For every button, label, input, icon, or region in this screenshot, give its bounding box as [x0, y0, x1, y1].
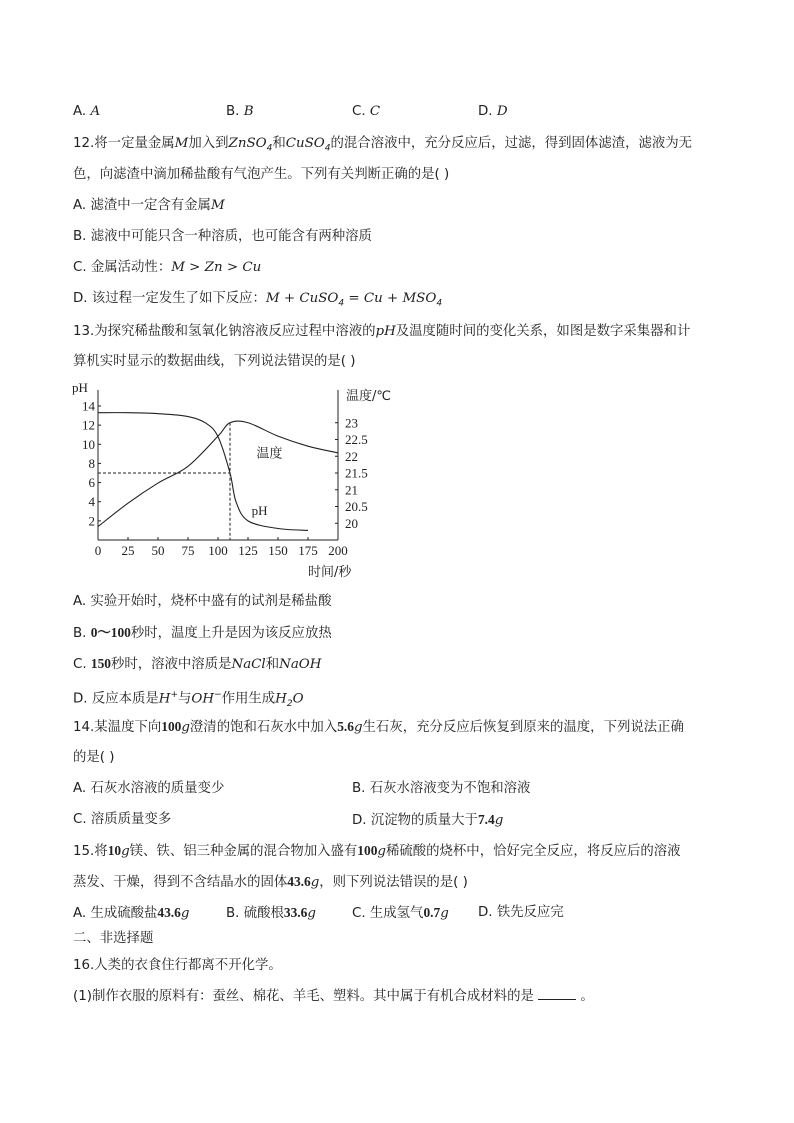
y-right-tick-label: 20.5: [345, 499, 368, 514]
y-right-tick-label: 21: [345, 482, 358, 498]
x-tick-label: 50: [151, 543, 165, 558]
q14-option-d: D. 沉淀物的质量大于7.4g: [352, 812, 504, 828]
q13-option-d: D. 反应本质是H+与OH−作用生成$H_2O$: [73, 690, 304, 710]
q13-option-a: A. 实验开始时，烧杯中盛有的试剂是稀盐酸: [73, 594, 332, 609]
y-left-tick-label: 2: [88, 513, 95, 529]
q11-option-a: A. A: [73, 104, 101, 119]
q15-option-a: A. 生成硫酸盐43.6g: [73, 905, 190, 921]
q14-stem-line2: 的是( ): [73, 750, 115, 765]
q15-option-b: B. 硫酸根33.6g: [226, 905, 316, 921]
y-left-tick-label: 12: [82, 417, 95, 433]
x-axis-label: 时间/秒: [308, 565, 352, 580]
chart-guides: [98, 423, 230, 540]
temperature-series-label: 温度: [256, 446, 283, 462]
ph-series-label: pH: [251, 503, 268, 519]
q12-stem-line2: 色，向滤渣中滴加稀盐酸有气泡产生。下列有关判断正确的是( ): [73, 167, 450, 182]
q14-option-b: B. 石灰水溶液变为不饱和溶液: [352, 781, 531, 796]
q12-option-b: B. 滤液中可能只含一种溶质，也可能含有两种溶质: [73, 229, 372, 244]
y-left-axis-label: pH: [72, 380, 88, 395]
q13-stem-line1: 13.为探究稀盐酸和氢氧化钠溶液反应过程中溶液的pH及温度随时间的变化关系，如图是数字采集器和计: [73, 324, 691, 339]
q11-option-b: B. B: [226, 104, 254, 119]
chart-series: [98, 413, 338, 531]
y-right-tick-label: 21.5: [345, 465, 368, 481]
q13-option-c: C. 150秒时，溶液中溶质是NaCl和NaOH: [73, 656, 322, 672]
q11-option-c: C. C: [352, 104, 381, 119]
q12-option-d: D. 该过程一定发生了如下反应：M + CuSO$_4$ = $Cu + MSO_4$: [73, 291, 443, 309]
y-left-tick-label: 6: [88, 475, 95, 491]
q15-stem-line1: 15.将10g镁、铁、铝三种金属的混合物加入盛有100g稀硫酸的烧杯中，恰好完全反应，将反应后的溶液: [73, 843, 681, 859]
q12-option-c: C. 金属活动性：M > Zn > Cu: [73, 260, 262, 275]
q11-option-d: D. D: [478, 104, 508, 119]
x-tick-label: 100: [208, 543, 228, 558]
x-tick-label: 200: [328, 543, 348, 558]
section-heading: 二、非选择题: [73, 931, 154, 946]
y-left-tick-label: 14: [82, 398, 95, 414]
q16-sub1: (1)制作衣服的原料有：蚕丝、棉花、羊毛、塑料。其中属于有机合成材料的是 。: [73, 989, 594, 1004]
x-tick-label: 125: [238, 543, 258, 558]
y-right-tick-label: 22.5: [345, 432, 368, 447]
x-tick-label: 0: [94, 543, 102, 558]
x-tick-label: 75: [181, 543, 195, 558]
y-left-tick-label: 4: [88, 494, 95, 510]
q14-option-c: C. 溶质质量变多: [73, 812, 172, 827]
y-right-tick-label: 20: [345, 515, 358, 531]
q15-option-d: D. 铁先反应完: [478, 905, 564, 920]
q15-option-c: C. 生成氢气0.7g: [352, 905, 449, 921]
q16-intro: 16.人类的衣食住行都离不开化学。: [73, 958, 282, 973]
y-right-tick-label: 23: [345, 415, 358, 431]
q12-stem-line1: 12.将一定量金属M加入到ZnSO$_4$和CuSO$_4$的混合溶液中，充分反应后，过滤，得到固体滤渣，滤液为无: [73, 136, 693, 154]
y-left-tick-label: 10: [82, 436, 95, 452]
y-right-tick-label: 22: [345, 448, 358, 464]
answer-blank[interactable]: [538, 987, 576, 1000]
q13-stem-line2: 算机实时显示的数据曲线，下列说法错误的是( ): [73, 354, 356, 369]
q14-option-a: A. 石灰水溶液的质量变少: [73, 781, 225, 796]
y-right-axis-label: 温度/℃: [346, 389, 391, 404]
q12-option-a: A. 滤渣中一定含有金属M: [73, 198, 225, 213]
x-tick-label: 25: [121, 543, 135, 558]
q13-option-b: B. 0～100秒时，温度上升是因为该反应放热: [73, 625, 332, 641]
ph-temperature-chart: [70, 378, 391, 580]
ph-curve: [98, 413, 308, 531]
q14-stem-line1: 14.某温度下向100g澄清的饱和石灰水中加入5.6g生石灰，充分反应后恢复到原来的温度，下列说法正确: [73, 719, 684, 735]
x-tick-label: 175: [298, 543, 318, 558]
x-tick-label: 150: [268, 543, 288, 558]
q15-stem-line2: 蒸发、干燥，得到不含结晶水的固体43.6g，则下列说法错误的是( ): [73, 874, 468, 890]
y-left-tick-label: 8: [88, 455, 95, 471]
